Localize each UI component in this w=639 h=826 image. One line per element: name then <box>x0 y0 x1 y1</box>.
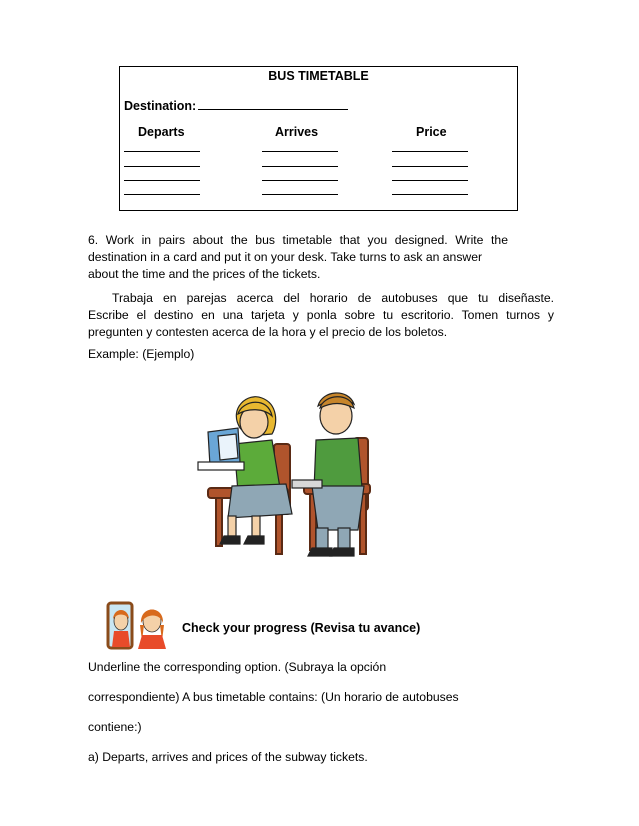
text-line: 6. Work in pairs about the bus timetable that you designed. Write the <box>88 233 508 247</box>
blank-line <box>392 166 468 167</box>
column-arrives: Arrives <box>275 125 319 139</box>
mirror-icon <box>106 601 168 650</box>
text-line: destination in a card and put it on your desk. Take turns to ask an answer <box>88 250 483 264</box>
blank-line <box>392 194 468 195</box>
option-a: a) Departs, arrives and prices of the subway tickets. <box>88 750 368 764</box>
text-line: contiene:) <box>88 720 142 734</box>
text-line: pregunten y contesten acerca de la hora y el precio de los boletos. <box>88 325 448 339</box>
example-label: Example: (Ejemplo) <box>88 347 195 361</box>
blank-line <box>124 166 200 167</box>
destination-label: Destination: <box>124 99 197 113</box>
text-line: about the time and the prices of the tickets. <box>88 267 321 281</box>
text-line: Underline the corresponding option. (Subraya la opción <box>88 660 387 674</box>
blank-line <box>262 194 338 195</box>
exercise-english <box>88 232 554 283</box>
blank-line <box>262 151 338 152</box>
destination-row <box>124 97 348 113</box>
blank-line <box>262 180 338 181</box>
text-line: Trabaja en parejas acerca del horario de autobuses que tu diseñaste. <box>112 291 554 305</box>
exercise-spanish <box>88 290 554 341</box>
students-reading-illustration <box>188 388 384 570</box>
timetable-title: BUS TIMETABLE <box>268 69 369 83</box>
text-line: correspondiente) A bus timetable contains: (Un horario de autobuses <box>88 690 459 704</box>
blank-line <box>124 151 200 152</box>
blank-line <box>124 194 200 195</box>
progress-title: Check your progress (Revisa tu avance) <box>182 621 421 635</box>
blank-line <box>392 151 468 152</box>
blank-line <box>124 180 200 181</box>
blank-line <box>392 180 468 181</box>
bus-timetable-box <box>119 66 518 211</box>
destination-blank <box>198 97 348 110</box>
blank-line <box>262 166 338 167</box>
text-line: Escribe el destino en una tarjeta y ponla sobre tu escritorio. Tomen turnos y <box>88 308 554 322</box>
column-price: Price <box>416 125 447 139</box>
column-departs: Departs <box>138 125 185 139</box>
